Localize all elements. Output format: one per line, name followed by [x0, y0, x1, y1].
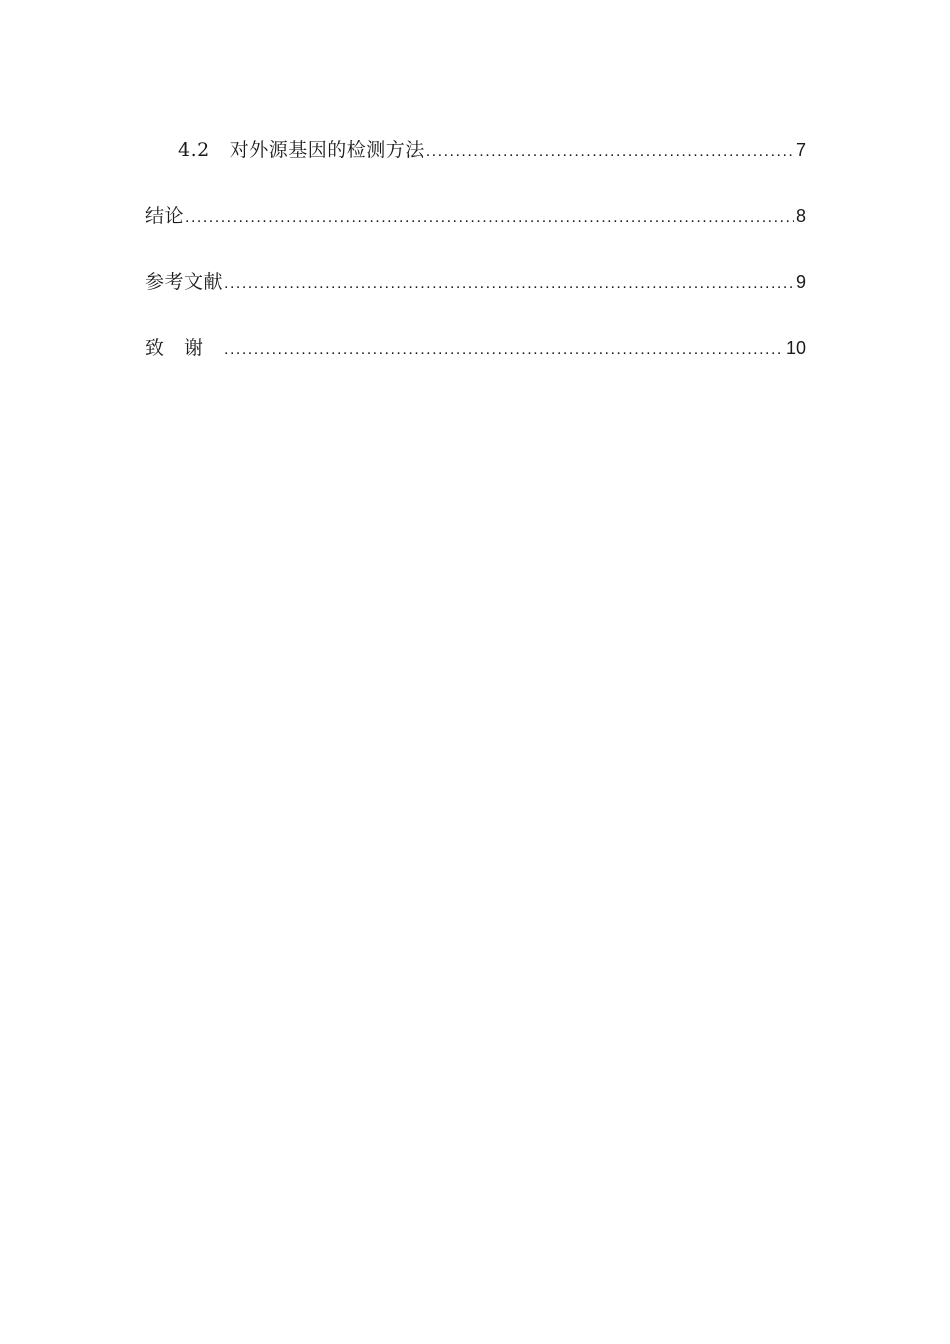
toc-entry-label: 对外源基因的检测方法 — [229, 139, 425, 161]
toc-entry-4-2[interactable] — [145, 134, 806, 167]
toc-dot-leader — [426, 135, 794, 168]
toc-page-number: 7 — [795, 140, 806, 160]
toc-dot-leader — [185, 201, 794, 234]
toc-entry-number: 4.2 — [178, 139, 210, 161]
toc-page-number: 10 — [785, 338, 806, 358]
toc-entry-conclusion[interactable] — [145, 200, 806, 233]
toc-entry-label: 致谢 — [145, 337, 224, 359]
toc-entry-acknowledgements[interactable] — [145, 332, 806, 365]
toc-entry-title — [178, 134, 425, 167]
toc-page-number: 8 — [795, 206, 806, 226]
toc-dot-leader — [224, 333, 784, 366]
toc-page-number: 9 — [795, 272, 806, 292]
toc-entry-references[interactable] — [145, 266, 806, 299]
toc-dot-leader — [224, 267, 794, 300]
toc-entry-label: 参考文献 — [145, 271, 224, 293]
table-of-contents — [145, 134, 806, 398]
toc-entry-label: 结论 — [145, 205, 185, 227]
